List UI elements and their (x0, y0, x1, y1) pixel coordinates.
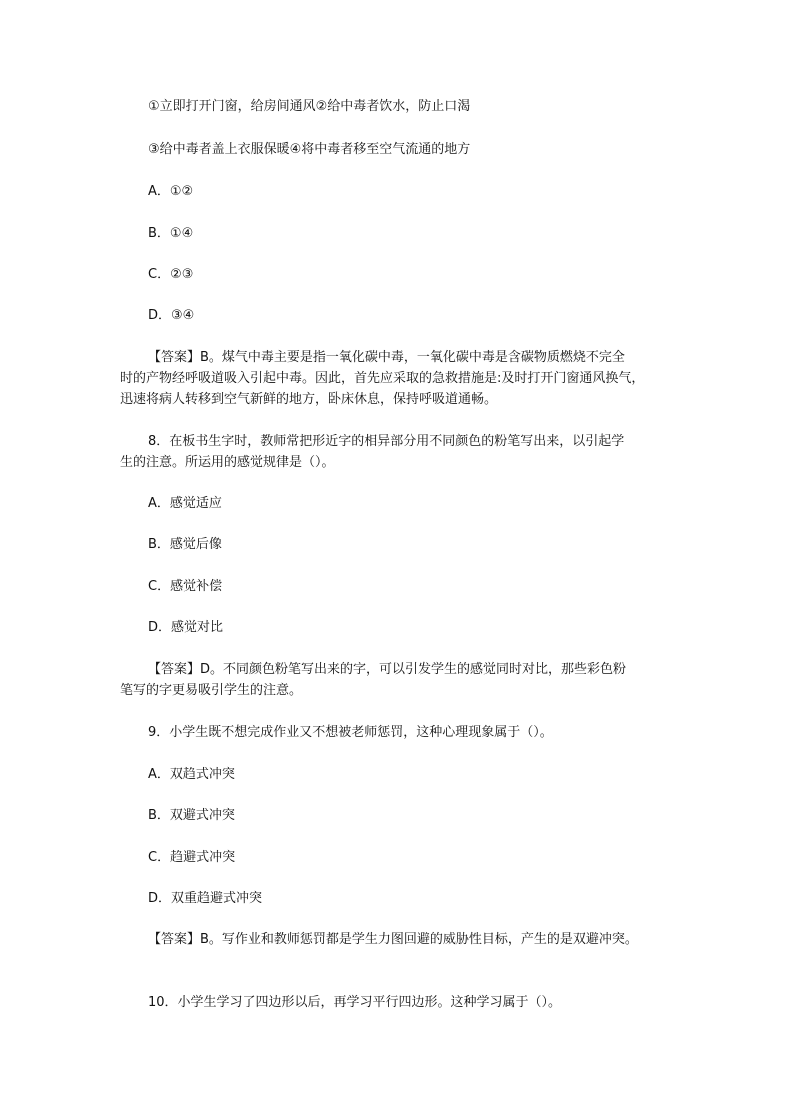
option-label: B． (148, 537, 170, 552)
option-d (148, 620, 223, 636)
answer-8-line-1: 【答案】D。不同颜色粉笔写出来的字，可以引发学生的感觉同时对比，那些彩色粉 (148, 662, 627, 677)
option-label: D． (148, 308, 172, 323)
option-text: 双避式冲突 (169, 808, 235, 823)
option-label: A． (148, 767, 170, 782)
option-text: 趋避式冲突 (170, 850, 236, 865)
option-a (148, 184, 193, 200)
option-label: C． (148, 850, 171, 865)
option-d (148, 308, 194, 324)
answer-line-1: 【答案】B。煤气中毒主要是指一氧化碳中毒，一氧化碳中毒是含碳物质燃烧不完全 (148, 350, 625, 365)
option-c (148, 850, 235, 866)
question-8-line-1: 8．在板书生字时，教师常把形近字的相异部分用不同颜色的粉笔写出来，以引起学 (148, 434, 625, 449)
option-text: 双重趋避式冲突 (171, 891, 263, 906)
option-c (148, 579, 222, 595)
question-9: 9．小学生既不想完成作业又不想被老师惩罚，这种心理现象属于（）。 (148, 725, 553, 740)
option-b (148, 226, 193, 242)
option-label: B． (148, 226, 170, 241)
answer-line-3: 迅速将病人转移到空气新鲜的地方，卧床休息，保持呼吸道通畅。 (120, 392, 498, 407)
option-label: D． (148, 891, 172, 906)
question-8-line-2: 生的注意。所运用的感觉规律是（）。 (120, 455, 335, 470)
option-a (148, 767, 235, 783)
option-label: A． (148, 496, 170, 511)
option-text: ①④ (169, 226, 194, 241)
option-d (148, 891, 262, 907)
option-b (148, 808, 235, 824)
option-label: D． (148, 620, 172, 635)
option-text: ②③ (170, 267, 194, 282)
option-label: C． (148, 267, 171, 282)
option-b (148, 537, 222, 553)
option-text: 感觉对比 (171, 620, 224, 635)
answer-8-line-2: 笔写的字更易吸引学生的注意。 (120, 683, 303, 698)
statement-line-1: ①立即打开门窗，给房间通风②给中毒者饮水，防止口渴 (148, 99, 471, 114)
answer-line-2: 时的产物经呼吸道吸入引起中毒。因此，首先应采取的急救措施是:及时打开门窗通风换气， (120, 371, 645, 386)
option-text: 双趋式冲突 (169, 767, 235, 782)
option-c (148, 267, 193, 283)
option-label: B． (148, 808, 170, 823)
option-label: A． (148, 184, 170, 199)
option-text: ③④ (171, 308, 195, 323)
option-a (148, 496, 222, 512)
option-text: 感觉后像 (169, 537, 222, 552)
statement-line-2: ③给中毒者盖上衣服保暖④将中毒者移至空气流通的地方 (148, 142, 471, 157)
option-label: C． (148, 579, 171, 594)
option-text: 感觉适应 (169, 496, 222, 511)
option-text: ①② (169, 184, 194, 199)
question-10: 10．小学生学习了四边形以后，再学习平行四边形。这种学习属于（）。 (148, 995, 562, 1010)
answer-9: 【答案】B。写作业和教师惩罚都是学生力图回避的威胁性目标，产生的是双避冲突。 (148, 932, 638, 947)
option-text: 感觉补偿 (170, 579, 223, 594)
